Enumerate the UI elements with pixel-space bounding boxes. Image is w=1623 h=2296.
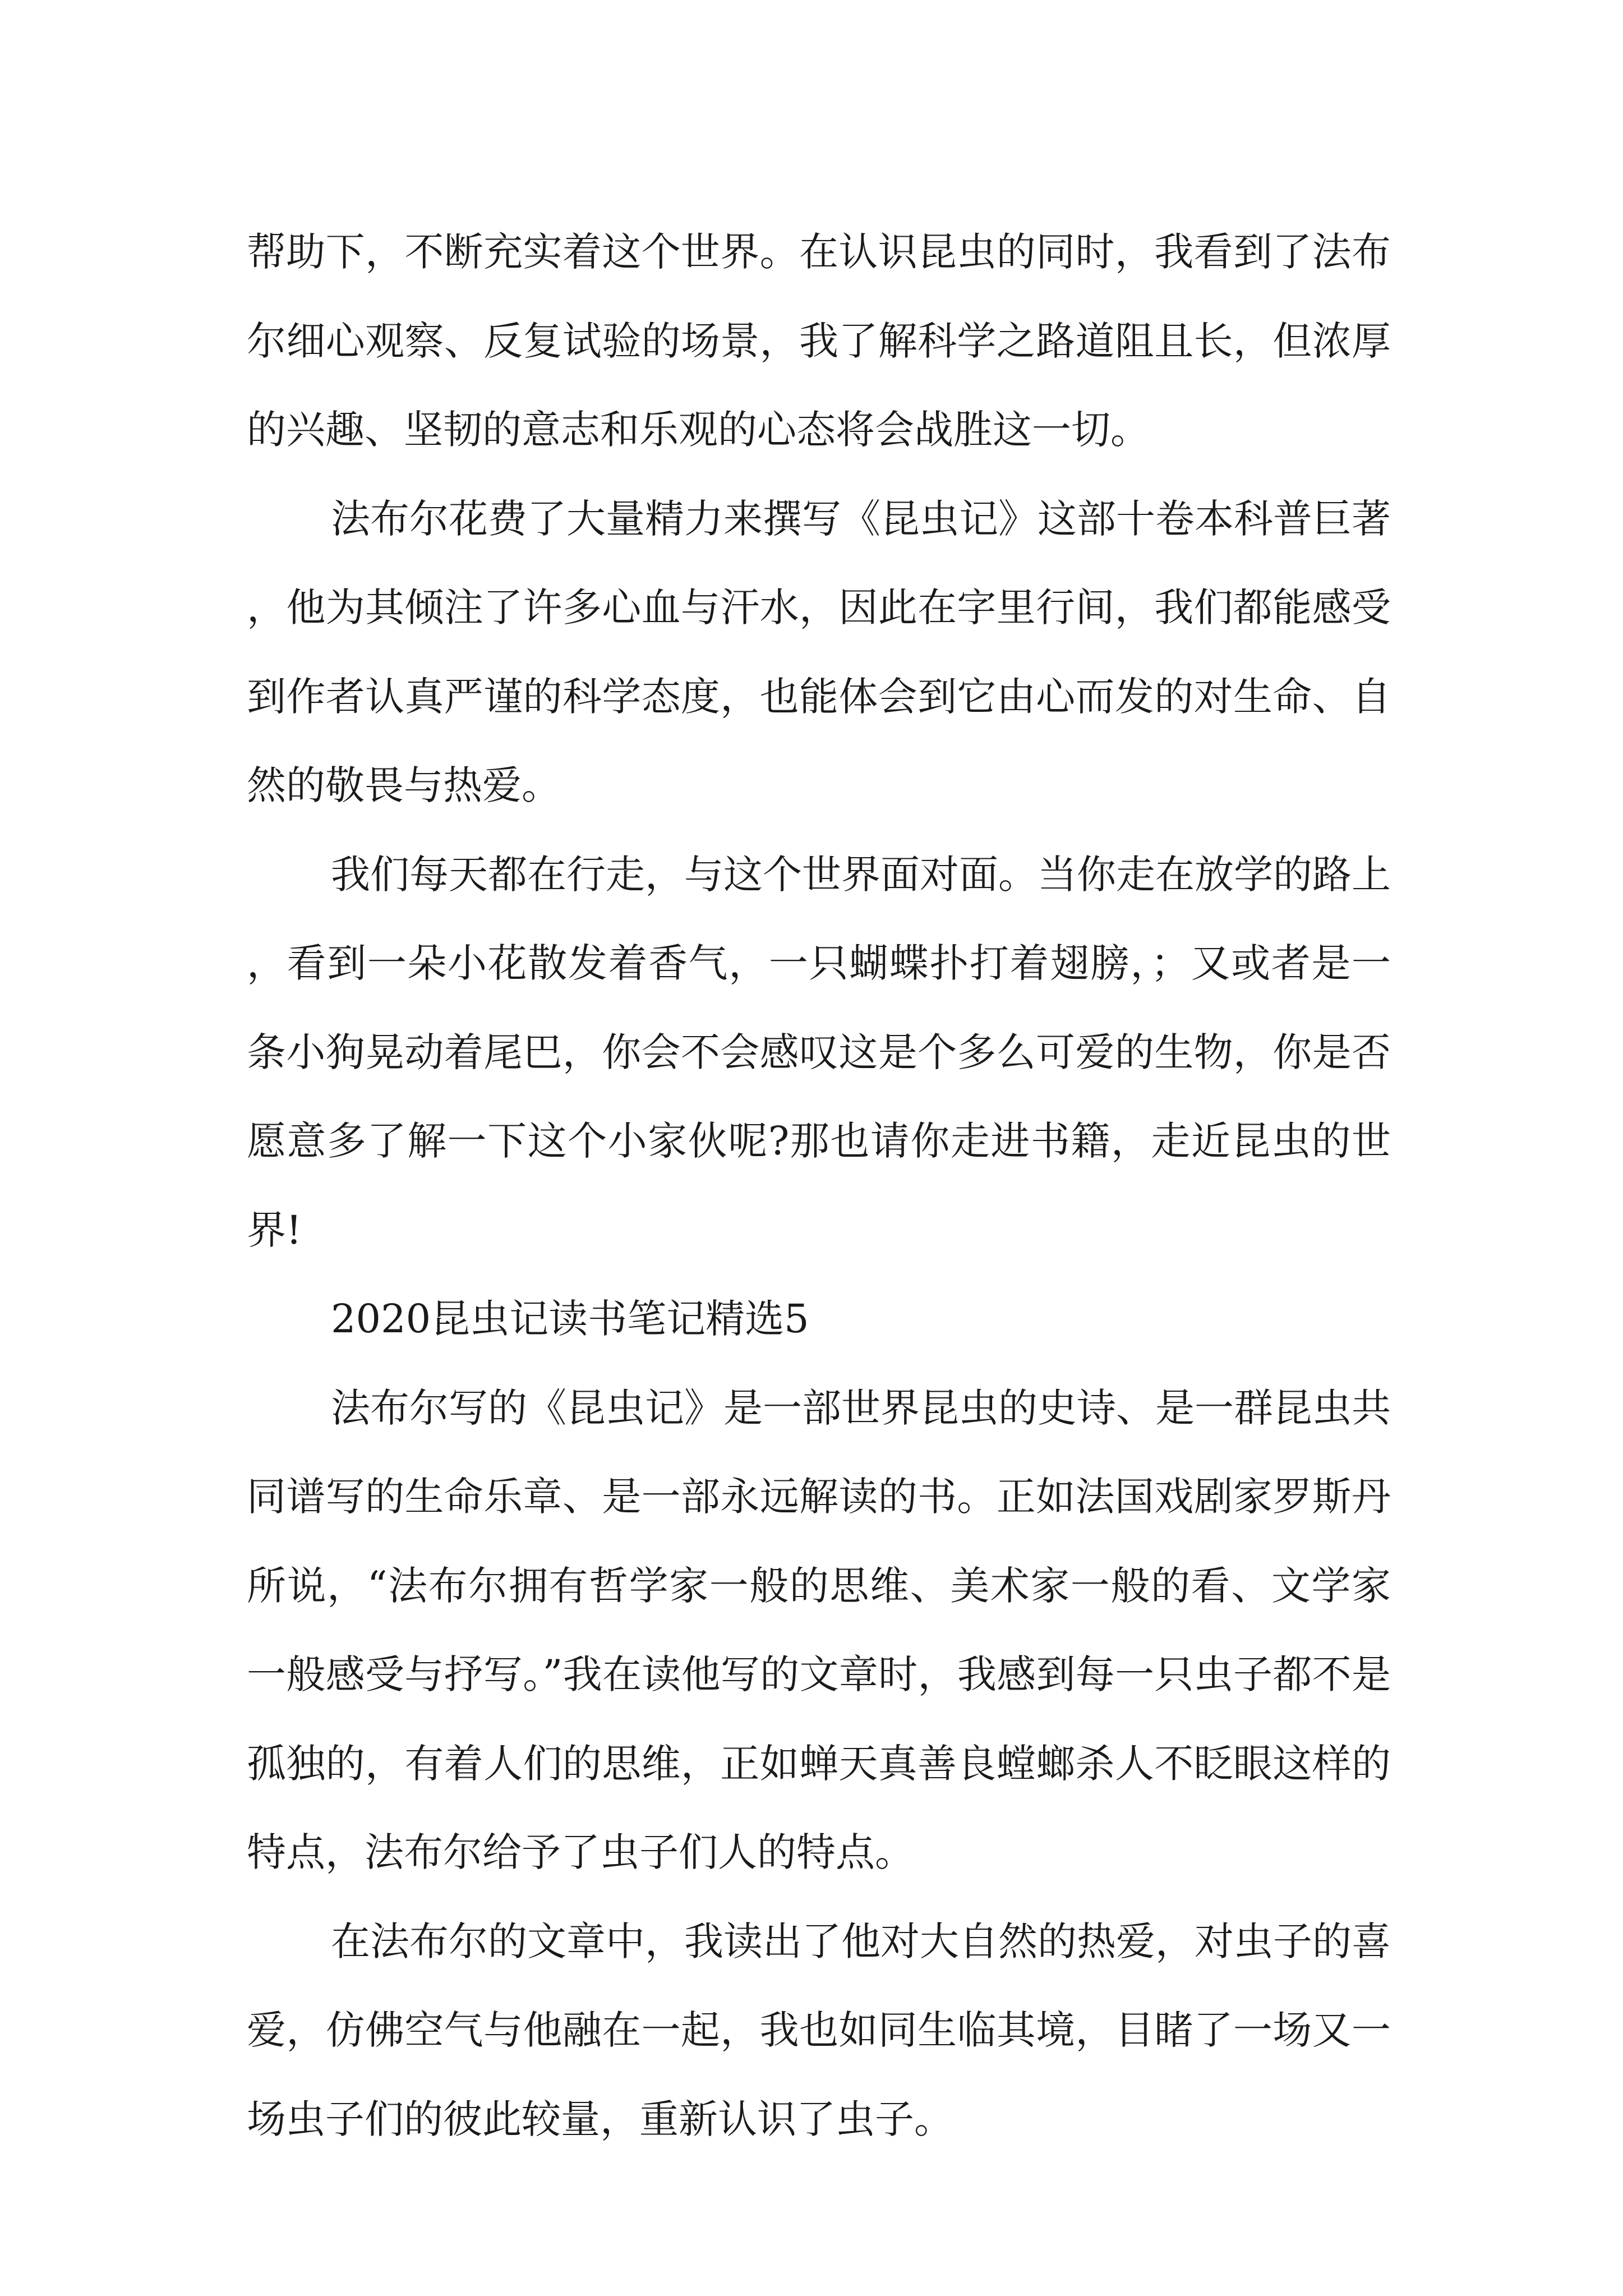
section-heading: 2020昆虫记读书笔记精选5 [331,1296,809,1342]
paragraph-continuation: 帮助下，不断充实着这个世界。在认识昆虫的同时，我看到了法布尔细心观察、反复试验的场景，我了解科学之路道阻且长，但浓厚的兴趣、坚韧的意志和乐观的心态将会战胜这一切。 [247,229,1391,453]
paragraph: 在法布尔的文章中，我读出了他对大自然的热爱，对虫子的喜爱，仿佛空气与他融在一起，我也如同生临其境，目睹了一场又一场虫子们的彼此较量，重新认识了虫子。 [247,1918,1391,2142]
document-body [247,208,1391,2164]
paragraph: 我们每天都在行走，与这个世界面对面。当你走在放学的路上，看到一朵小花散发着香气，一只蝴蝶扑打着翅膀，；又或者是一条小狗晃动着尾巴，你会不会感叹这是个多么可爱的生物，你是否愿意多了解一下这个小家伙呢?那也请你走进书籍，走近昆虫的世界! [247,851,1391,1253]
paragraph: 法布尔写的《昆虫记》是一部世界昆虫的史诗、是一群昆虫共同谱写的生命乐章、是一部永远解读的书。正如法国戏剧家罗斯丹所说，“法布尔拥有哲学家一般的思维、美术家一般的看、文学家一般感受与抒写。”我在读他写的文章时，我感到每一只虫子都不是孤独的，有着人们的思维，正如蝉天真善良螳螂杀人不眨眼这样的特点，法布尔给予了虫子们人的特点。 [247,1384,1391,1875]
paragraph: 法布尔花费了大量精力来撰写《昆虫记》这部十卷本科普巨著，他为其倾注了许多心血与汗水，因此在字里行间，我们都能感受到作者认真严谨的科学态度，也能体会到它由心而发的对生命、自然的敬畏与热爱。 [247,495,1391,808]
